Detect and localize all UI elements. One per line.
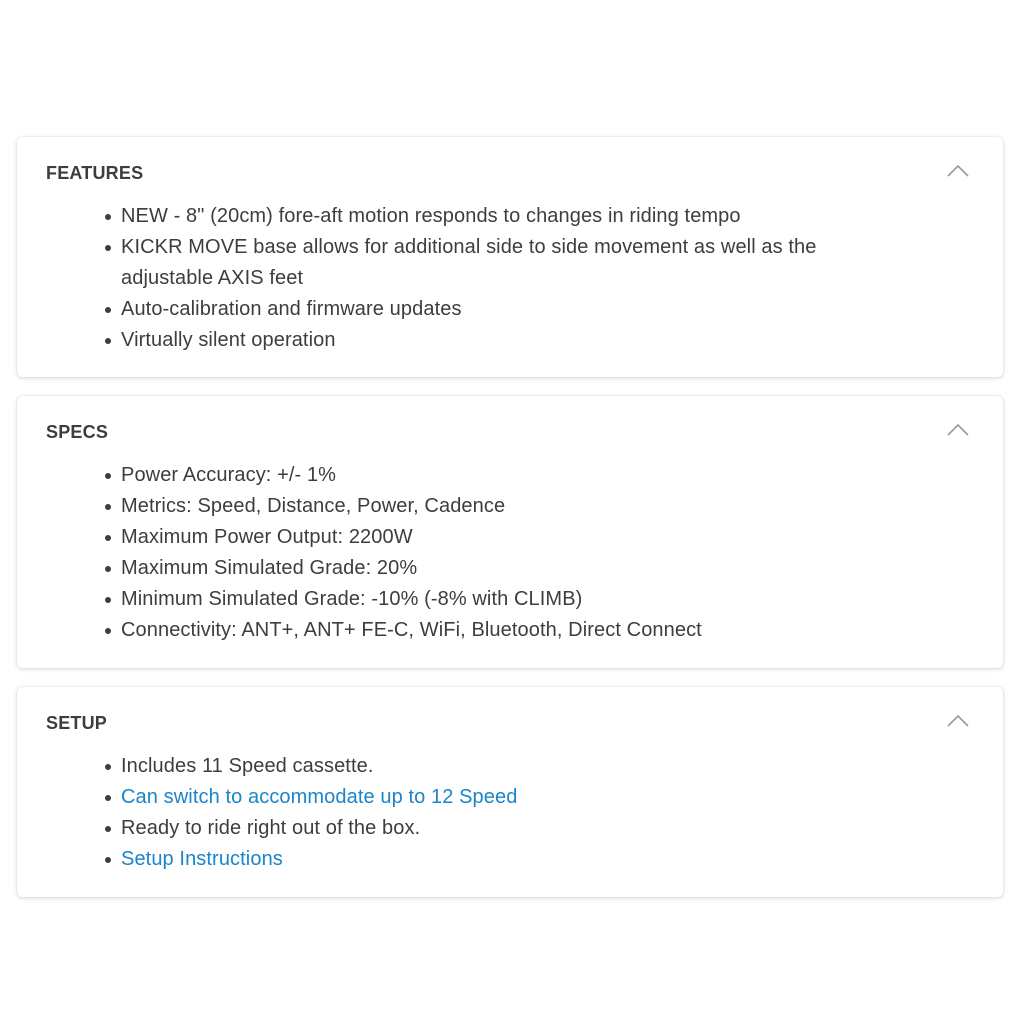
features-list xyxy=(46,201,974,356)
features-panel-header[interactable] xyxy=(46,161,974,185)
list-item: NEW - 8" (20cm) fore-aft motion responds to changes in riding tempo xyxy=(121,201,974,232)
list-item: KICKR MOVE base allows for additional side to side movement as well as the adjustable AXIS feet xyxy=(121,232,861,294)
list-item: Maximum Simulated Grade: 20% xyxy=(121,553,974,584)
chevron-up-icon[interactable] xyxy=(946,163,970,179)
chevron-up-icon[interactable] xyxy=(946,422,970,438)
specs-panel-header[interactable] xyxy=(46,420,974,444)
setup-instructions-link[interactable]: Setup Instructions xyxy=(121,844,974,875)
list-item: Virtually silent operation xyxy=(121,325,974,356)
setup-title: SETUP xyxy=(46,713,108,733)
specs-list xyxy=(46,460,974,646)
specs-title: SPECS xyxy=(46,422,109,442)
list-item: Includes 11 Speed cassette. xyxy=(121,751,974,782)
features-title: FEATURES xyxy=(46,163,144,183)
list-item: Maximum Power Output: 2200W xyxy=(121,522,974,553)
setup-panel xyxy=(17,687,1003,897)
list-item: Auto-calibration and firmware updates xyxy=(121,294,974,325)
chevron-up-icon[interactable] xyxy=(946,713,970,729)
features-panel xyxy=(17,137,1003,377)
specs-panel xyxy=(17,396,1003,668)
list-item: Minimum Simulated Grade: -10% (-8% with CLIMB) xyxy=(121,584,974,615)
list-item: Power Accuracy: +/- 1% xyxy=(121,460,974,491)
list-item: Ready to ride right out of the box. xyxy=(121,813,974,844)
setup-list xyxy=(46,751,974,875)
setup-panel-header[interactable] xyxy=(46,711,974,735)
list-item: Connectivity: ANT+, ANT+ FE-C, WiFi, Bluetooth, Direct Connect xyxy=(121,615,974,646)
cassette-upgrade-link[interactable]: Can switch to accommodate up to 12 Speed xyxy=(121,782,974,813)
list-item: Metrics: Speed, Distance, Power, Cadence xyxy=(121,491,974,522)
